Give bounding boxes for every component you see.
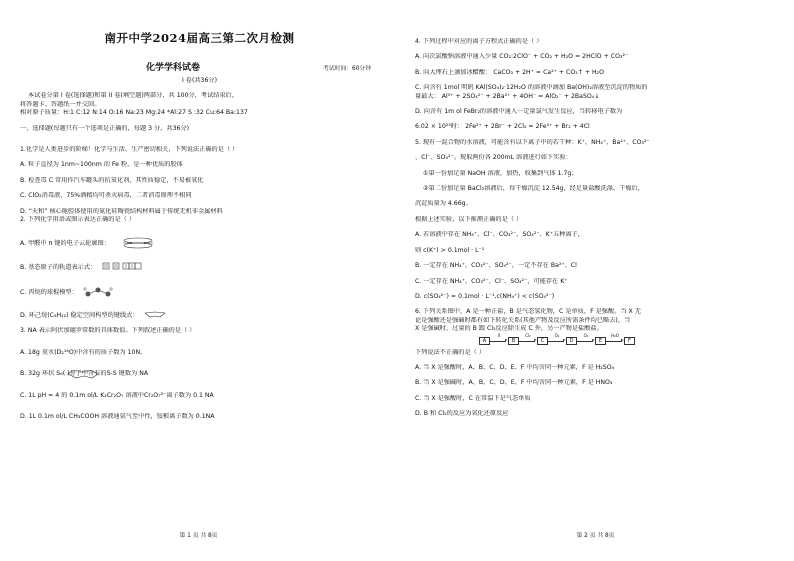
- q2-option-a-row: [20, 237, 379, 249]
- chain-node-b: B: [508, 337, 519, 345]
- q2-option-c: C. 丙烷的球棍模型：: [20, 288, 78, 296]
- q5-step-2: ②第二份加足量 BaCl₂溶液后，得干燥沉淀 12.54g，经足量盐酸洗涤、干燥后，: [423, 185, 644, 193]
- chain-reagent-o2-1: O₂: [554, 332, 560, 338]
- chain-reagent-h2o: H₂O: [611, 332, 619, 338]
- conversion-chain: [479, 332, 774, 345]
- q6-option-a: A. 当 X 是强酸时，A、B、C、D、E、F 中均含同一种元素，F 是 H₂SO₄: [415, 363, 615, 371]
- s8-ring-icon: [64, 370, 104, 378]
- question-2: 2. 下列化学用语或图示表达正确的是（ ）: [20, 216, 136, 224]
- orbital-diagram-icon: [101, 262, 161, 272]
- q1-option-c: C. ClO₂消毒液、75%酒精均可杀灭病毒，二者消毒原理不相同: [20, 192, 192, 200]
- q1-option-b: B. 检查毒 C 常用作汽车罐头的抗氧化剂，其性质稳定，不易被氧化: [20, 176, 204, 184]
- q6-prompt: 下列说法不正确的是（ ）: [415, 348, 486, 356]
- right-page: [397, 0, 794, 561]
- q3-option-c: C. 1L pH = 4 的 0.1m ol/L K₂Cr₂O₇ 溶液中Cr₂O₇²⁻离子数为 0.1 NA: [20, 391, 214, 399]
- question-5: 5. 现有一混合物的水溶液，可能含有以下离子中的若干种：K⁺、NH₄⁺、Ba²⁺、CO₃²⁻: [415, 138, 650, 146]
- cyclohexane-chair-icon: [144, 311, 166, 319]
- q1-option-a: A. 粒子直径为 1nm~100nm 的 Fe 粉，是一种优质的胶体: [20, 161, 183, 169]
- chain-reagent-x: X: [497, 332, 501, 338]
- q3-option-b-row: [20, 370, 379, 378]
- chain-arrow-x: [490, 332, 508, 344]
- q5-option-b: B. 一定存在 NH₄⁺、CO₃²⁻、SO₄²⁻，一定不存在 Ba²⁺、Cl: [415, 262, 577, 270]
- page-footer-right: 第 2 页 共 8页: [576, 533, 615, 539]
- question-5-cont: 、Cl⁻、SO₄²⁻。现取两份各 200mL 溶液进行如下实验：: [415, 154, 572, 162]
- question-6: 6. 下列关系图中，A 是一种正盐，B 是气态氢化物，C 是单质，F 是强酸。当 X 无: [415, 308, 641, 316]
- question-4: 4. 下列过程中对应的离子方程式正确的是（ ）: [415, 38, 543, 45]
- pi-bond-orbital-icon: [115, 237, 161, 249]
- subject-title: 化学学科试卷: [146, 63, 201, 73]
- q4-option-d-cont: 6.02 × 10²³时： 2Fe²⁺ + 2Br⁻ + 2Cl₂ = 2Fe³⁺ + Br₂ + 4Cl: [415, 123, 590, 131]
- q5-step-2-cont: 沉淀质量为 4.66g。: [415, 200, 472, 208]
- page-footer-left: 第 1 页 共 8页: [179, 533, 218, 539]
- q5-option-a-cont: 则 c(K⁺) > 0.1mol · L⁻¹: [415, 246, 485, 254]
- q2-option-a: A. 甲醛中 π 键的电子云轮廓图：: [20, 240, 110, 248]
- chain-node-d: D: [566, 337, 577, 345]
- instruction-line-1: 本试卷分第 I 卷(选择题)和第 II 卷(填空题)两部分，共 100分，考试结束后，: [28, 92, 239, 100]
- q2-option-d-row: [20, 311, 379, 320]
- q4-option-a: A. 向次氯酸钠溶液中通入少量 CO₂:2ClO⁻ + CO₂ + H₂O = 2HClO + CO₃²⁻: [415, 53, 629, 61]
- atomic-masses: 相对原子质量：H:1 C:12 N:14 O:16 Na:23 Mg:24 *Al:27 S :32 Cu:64 Ba:137: [20, 109, 248, 117]
- q4-option-c: C. 向含有 1mol 明矾 KAl(SO₄)₂·12H₂O 的溶液中滴加 Ba(OH)₂溶液至沉淀的物质的: [415, 84, 648, 92]
- q5-prompt: 根据上述实验，以下推测正确的是（ ）: [415, 215, 523, 223]
- q4-option-c-cont: 量最大： Al³⁺ + 2SO₄²⁻ + 2Ba²⁺ + 4OH⁻ = AlO₂⁻ + 2BaSO₄↓: [415, 92, 600, 100]
- chain-reagent-cl2: Cl₂: [525, 332, 531, 338]
- q5-option-d: D. c(SO₄²⁻) = 0.1mol · L⁻¹,c(NH₄⁺) < c(SO₄²⁻): [415, 292, 555, 300]
- exam-title: 南开中学2024届高三第二次月检测: [104, 31, 295, 45]
- exam-time: 考试时间：60分钟: [323, 66, 371, 72]
- chain-arrow-o2-2: [577, 332, 595, 344]
- q2-option-c-row: [20, 286, 379, 298]
- q6-option-b: B. 当 X 是强碱时，A、B、C、D、E、F 中均含同一种元素，F 是 HNO₃: [415, 379, 613, 387]
- chain-reagent-o2-2: O₂: [583, 332, 589, 338]
- q5-option-c: C. 一定存在 NH₄⁺、CO₃²⁻、Cl⁻、SO₄²⁻，可能存在 K⁺: [415, 277, 568, 285]
- chain-node-a: A: [479, 337, 490, 345]
- chain-arrow-o2-1: [548, 332, 566, 344]
- question-6-cont-1: 论是强酸还是强碱时都有如下转化关系(其他产物及反应所需条件均已略去)，当: [415, 316, 631, 324]
- question-3: 3. NA 表示阿伏加德罗常数的具体数值。下列叙述正确的是（ ）: [20, 327, 196, 335]
- chain-node-c: C: [537, 337, 548, 345]
- propane-ball-stick-icon: [83, 286, 113, 298]
- q1-option-d: D. “天和” 核心舱腔体使用的氮化硅陶瓷结构材料属于传统无机非金属材料: [20, 207, 223, 215]
- q6-option-c: C. 当 X 是强酸时，C 在常温下是气态单质: [415, 394, 531, 402]
- section-one-header: I 卷(共36分): [181, 77, 218, 84]
- q3-option-b: B. 32g 环状 S₈( )分子中含有的S-S 键数为 NA: [20, 370, 149, 378]
- chain-node-e: E: [595, 337, 606, 345]
- q2-option-b: B. 基态原子的轨道表示式：: [20, 264, 97, 272]
- q3-option-d: D. 1L 0.1m ol/L CH₃COOH 溶液通氨气至中性，铵根离子数为 0.1NA: [20, 412, 215, 420]
- q3-option-a: A. 18g 重水(D₂¹⁶O)中含有的质子数为 10N,: [20, 348, 143, 356]
- question-6-cont-2: X 是强碱时，过量的 B 跟 Cl₂反应除生成 C 外，另一产物是盐酸盐。: [415, 325, 603, 333]
- q5-option-a: A. 若溶液中存在 NH₄⁺、Cl⁻、CO₃²⁻、SO₄²⁻、K⁺五种离子，: [415, 231, 584, 239]
- instruction-line-2: 将答题卡、答题纸一并交回。: [20, 100, 101, 108]
- subject-row: [20, 60, 379, 73]
- q2-option-d: D. 环己烷(C₆H₁₂) 稳定空间构型的键线式：: [20, 311, 139, 319]
- q4-option-b: B. 向大理石上滴加冰醋酸： CaCO₃ + 2H⁺ = Ca²⁺ + CO₂↑ + H₂O: [415, 68, 605, 76]
- chain-arrow-h2o: [606, 332, 624, 344]
- chain-arrow-cl2: [519, 332, 537, 344]
- question-1: 1.化学是人类进步的阶梯！化学与生活、生产密切相关，下列说法正确的是（ ）: [20, 146, 239, 154]
- q2-option-b-row: [20, 262, 379, 272]
- part-one-header: 一、选择题(每题只有一个选项是正确的，每题 3 分，共36分): [20, 124, 190, 132]
- q4-option-d: D. 向含有 1m ol FeBr₂的溶液中通入一定量氯气发生反应，当转移电子数为: [415, 108, 623, 116]
- chain-node-f: F: [624, 337, 635, 345]
- q6-option-d: D. B 和 Cl₂的反应为氧化还原反应: [415, 410, 509, 418]
- q5-step-1: ①第一份加足量 NaOH 溶液，加热，收集到气体 1.7g；: [423, 169, 578, 177]
